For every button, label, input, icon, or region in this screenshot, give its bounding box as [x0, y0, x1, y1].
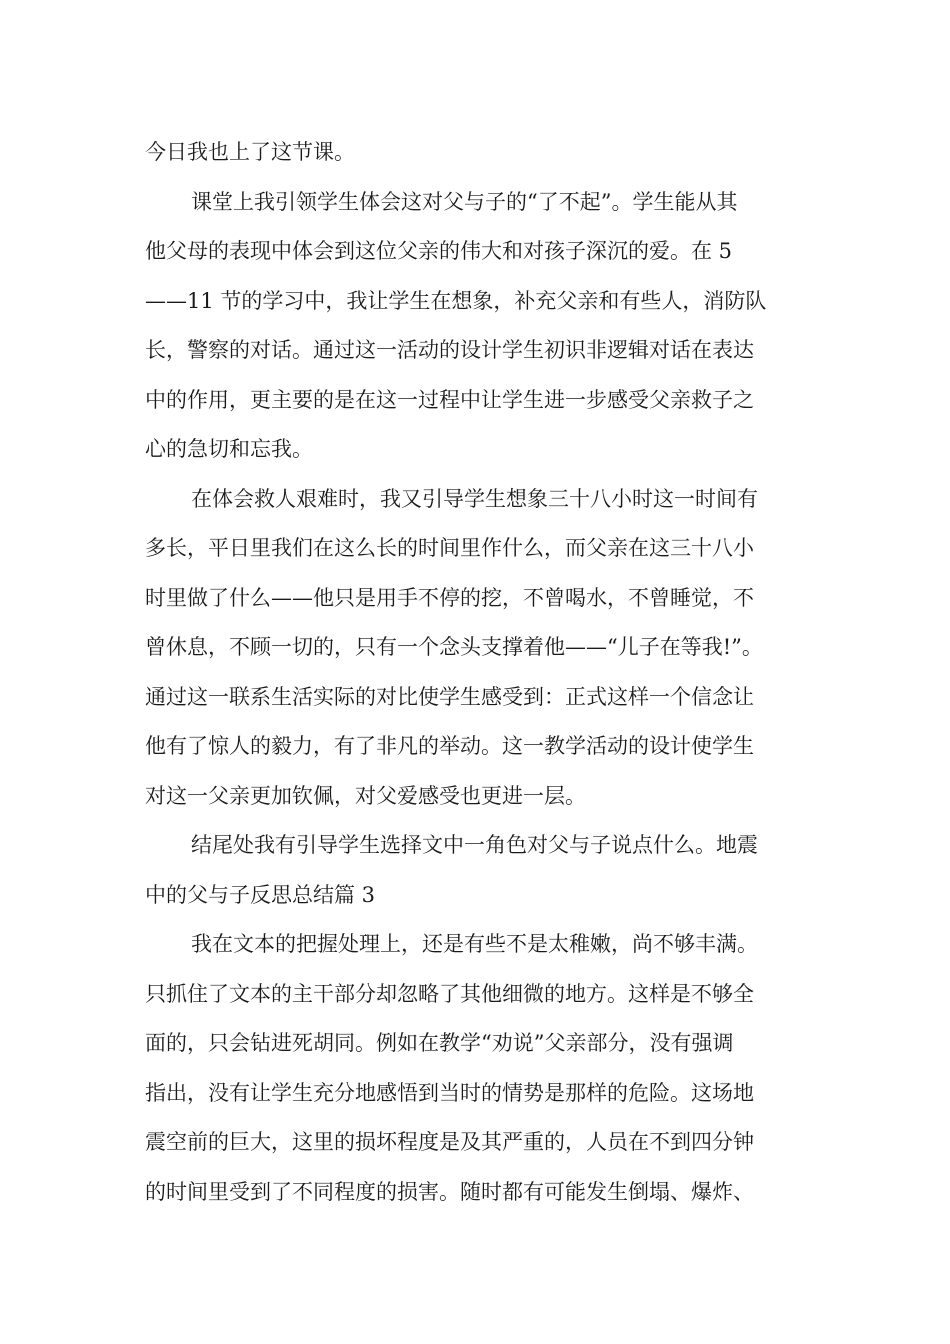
text-line-6: 中的作用，更主要的是在这一过程中让学生进一步感受父亲救子之: [145, 387, 754, 412]
text-line-21: 震空前的巨大，这里的损坏程度是及其严重的，人员在不到四分钟: [145, 1130, 754, 1154]
document-body: [145, 128, 825, 1217]
text-line-10: 时里做了什么——他只是用手不停的挖，不曾喝水，不曾睡觉，不: [145, 585, 754, 610]
text-line-9: 多长，平日里我们在这么长的时间里作什么，而父亲在这三十八小: [145, 536, 754, 560]
text-line-14: 对这一父亲更加钦佩，对父爱感受也更进一层。: [145, 783, 586, 808]
text-line-16: 中的父与子反思总结篇 3: [145, 882, 376, 907]
text-line-11: 曾休息，不顾一切的，只有一个念头支撑着他——“儿子在等我!”。: [145, 635, 763, 659]
text-line-12: 通过这一联系生活实际的对比使学生感受到：正式这样一个信念让: [145, 684, 754, 709]
text-line-5: 长，警察的对话。通过这一活动的设计学生初识非逻辑对话在表达: [145, 338, 754, 362]
text-line-17: 我在文本的把握处理上，还是有些不是太稚嫩，尚不够丰满。: [191, 932, 758, 956]
text-line-8: 在体会救人艰难时，我又引导学生想象三十八小时这一时间有: [191, 486, 758, 511]
text-line-7: 心的急切和忘我。: [145, 437, 313, 461]
text-line-19: 面的，只会钻进死胡同。例如在教学“劝说”父亲部分，没有强调: [145, 1031, 734, 1055]
text-line-2: 课堂上我引领学生体会这对父与子的“了不起”。学生能从其: [191, 189, 738, 214]
text-line-22: 的时间里受到了不同程度的损害。随时都有可能发生倒塌、爆炸、: [145, 1179, 754, 1204]
text-line-3: 他父母的表现中体会到这位父亲的伟大和对孩子深沉的爱。在 5: [145, 239, 733, 263]
text-line-1: 今日我也上了这节课。: [145, 140, 355, 164]
text-line-4: ——11 节的学习中，我让学生在想象，补充父亲和有些人，消防队: [145, 288, 767, 313]
text-line-13: 他有了惊人的毅力，有了非凡的举动。这一教学活动的设计使学生: [145, 734, 754, 758]
text-line-20: 指出，没有让学生充分地感悟到当时的情势是那样的危险。这场地: [145, 1080, 754, 1105]
text-line-15: 结尾处我有引导学生选择文中一角色对父与子说点什么。地震: [191, 833, 758, 857]
text-line-18: 只抓住了文本的主干部分却忽略了其他细微的地方。这样是不够全: [145, 981, 754, 1006]
